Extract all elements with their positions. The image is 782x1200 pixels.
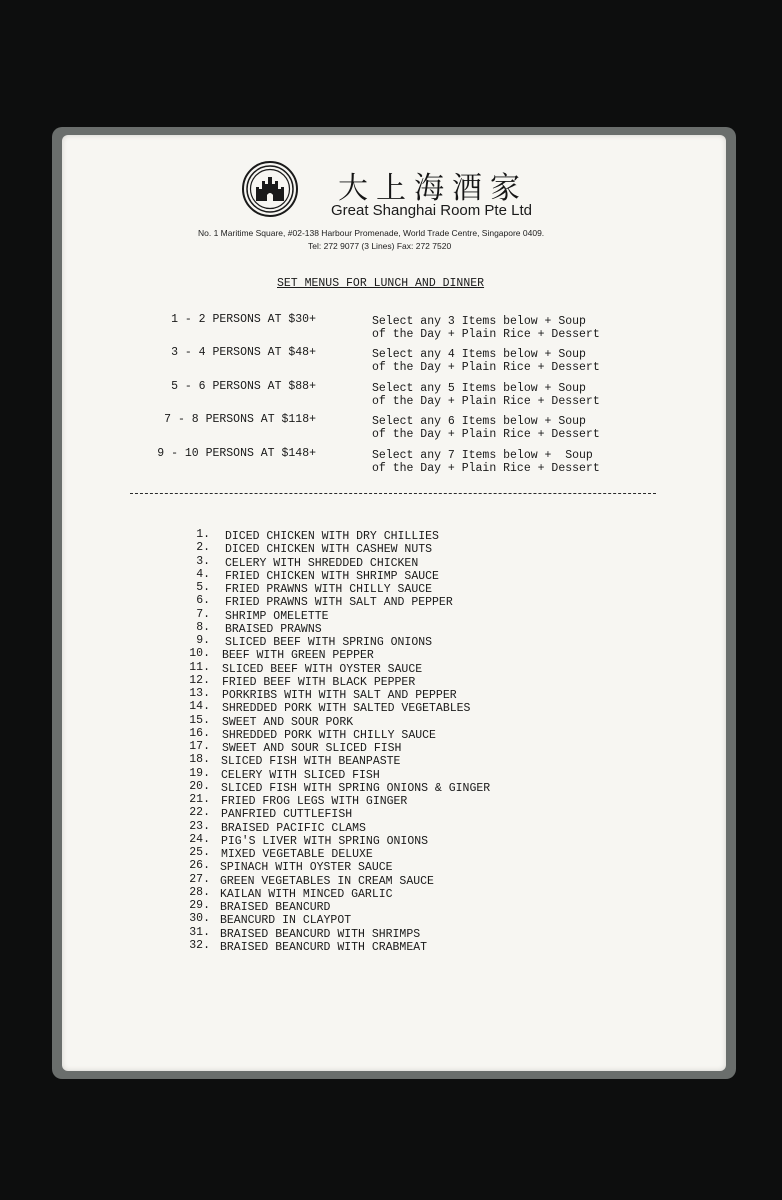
item-name: BRAISED BEANCURD WITH SHRIMPS xyxy=(220,927,421,941)
item-number: 2. xyxy=(196,541,210,555)
item-name: BEANCURD IN CLAYPOT xyxy=(220,914,352,928)
list-item xyxy=(0,568,782,581)
item-name: FRIED BEEF WITH BLACK PEPPER xyxy=(222,675,416,689)
list-item xyxy=(0,833,782,846)
list-item xyxy=(0,581,782,594)
set-menu-row xyxy=(0,380,782,414)
set-menu-description-line: Select any 5 Items below + Soup xyxy=(372,382,586,395)
item-name: SLICED BEEF WITH SPRING ONIONS xyxy=(225,636,433,649)
list-item xyxy=(0,899,782,912)
set-menu-description-line: of the Day + Plain Rice + Dessert xyxy=(372,462,600,475)
item-name: FRIED CHICKEN WITH SHRIMP SAUCE xyxy=(225,569,439,583)
set-menu-row xyxy=(0,447,782,481)
set-menu-description-line: of the Day + Plain Rice + Dessert xyxy=(372,328,600,341)
item-name: SWEET AND SOUR SLICED FISH xyxy=(222,742,402,755)
list-item xyxy=(0,740,782,753)
item-name: FRIED PRAWNS WITH CHILLY SAUCE xyxy=(225,583,433,596)
item-name: DICED CHICKEN WITH CASHEW NUTS xyxy=(225,543,433,557)
list-item xyxy=(0,714,782,727)
set-menu-description xyxy=(372,415,600,441)
item-number: 15. xyxy=(189,713,210,727)
item-name: PANFRIED CUTTLEFISH xyxy=(221,808,353,822)
set-menu-description-line: Select any 3 Items below + Soup xyxy=(372,315,586,328)
item-number: 23. xyxy=(189,819,210,833)
item-number: 17. xyxy=(189,740,210,753)
item-number: 32. xyxy=(189,938,210,952)
item-name: BRAISED BEANCURD xyxy=(220,901,331,914)
item-number: 30. xyxy=(189,912,210,926)
item-name: PORKRIBS WITH WITH SALT AND PEPPER xyxy=(222,689,457,702)
item-number: 16. xyxy=(189,726,210,740)
item-name: BRAISED PRAWNS xyxy=(225,622,322,636)
item-name: BEEF WITH GREEN PEPPER xyxy=(222,649,374,663)
item-number: 20. xyxy=(189,779,210,793)
set-menu-description-line: of the Day + Plain Rice + Dessert xyxy=(372,428,600,441)
set-menu-description-line: Select any 4 Items below + Soup xyxy=(372,348,586,361)
list-item xyxy=(0,753,782,769)
item-number: 27. xyxy=(189,872,210,886)
item-name: SHREDDED PORK WITH CHILLY SAUCE xyxy=(222,728,436,742)
item-number: 28. xyxy=(189,885,210,899)
item-number: 10. xyxy=(189,647,210,661)
item-name: PIG'S LIVER WITH SPRING ONIONS xyxy=(221,834,429,848)
set-menu-description-line: Select any 6 Items below + Soup xyxy=(372,415,586,428)
castle-logo-icon xyxy=(242,161,298,217)
list-item xyxy=(0,687,782,700)
item-name: SLICED BEEF WITH OYSTER SAUCE xyxy=(222,662,423,676)
list-item xyxy=(0,674,782,687)
item-number: 24. xyxy=(189,832,210,846)
set-menu-description xyxy=(372,348,600,374)
list-item xyxy=(0,647,782,663)
item-number: 8. xyxy=(196,620,210,634)
item-number: 4. xyxy=(196,567,210,581)
item-name: SLICED FISH WITH SPRING ONIONS & GINGER xyxy=(221,781,491,795)
item-number: 7. xyxy=(196,607,210,621)
set-menu-persons-price: 9 - 10 PERSONS AT $148+ xyxy=(157,447,316,460)
item-number: 12. xyxy=(189,673,210,687)
set-menu-persons-price: 5 - 6 PERSONS AT $88+ xyxy=(171,380,316,393)
item-number: 14. xyxy=(189,700,210,714)
set-menu-persons-price: 7 - 8 PERSONS AT $118+ xyxy=(164,413,316,426)
item-name: KAILAN WITH MINCED GARLIC xyxy=(220,887,393,901)
item-name: MIXED VEGETABLE DELUXE xyxy=(221,848,373,861)
item-number: 5. xyxy=(196,581,210,594)
list-item xyxy=(0,594,782,610)
list-item xyxy=(0,846,782,859)
list-item xyxy=(0,634,782,647)
list-item xyxy=(0,939,782,952)
item-number: 6. xyxy=(196,594,210,608)
item-name: CELERY WITH SLICED FISH xyxy=(221,768,380,782)
item-number: 25. xyxy=(189,846,210,859)
item-name: FRIED PRAWNS WITH SALT AND PEPPER xyxy=(225,596,453,610)
item-number: 9. xyxy=(196,634,210,647)
item-number: 26. xyxy=(189,859,210,873)
item-name: FRIED FROG LEGS WITH GINGER xyxy=(221,795,408,808)
list-item xyxy=(0,727,782,740)
item-name: SPINACH WITH OYSTER SAUCE xyxy=(220,861,393,875)
list-item xyxy=(0,621,782,634)
list-item xyxy=(0,767,782,780)
item-name: GREEN VEGETABLES IN CREAM SAUCE xyxy=(220,874,434,888)
item-name: SLICED FISH WITH BEANPASTE xyxy=(221,755,401,769)
list-item xyxy=(0,541,782,557)
list-item xyxy=(0,806,782,822)
item-number: 1. xyxy=(196,528,210,541)
list-item xyxy=(0,873,782,886)
list-item xyxy=(0,608,782,621)
item-name: BRAISED BEANCURD WITH CRABMEAT xyxy=(220,940,428,954)
item-number: 19. xyxy=(189,766,210,780)
set-menu-description-line: of the Day + Plain Rice + Dessert xyxy=(372,395,600,408)
list-item xyxy=(0,820,782,833)
set-menu-description xyxy=(372,315,600,341)
item-number: 11. xyxy=(189,660,210,674)
item-name: SHREDDED PORK WITH SALTED VEGETABLES xyxy=(222,702,471,716)
set-menu-row xyxy=(0,313,782,347)
company-name: Great Shanghai Room Pte Ltd xyxy=(331,202,532,219)
item-name: CELERY WITH SHREDDED CHICKEN xyxy=(225,556,419,570)
list-item xyxy=(0,886,782,899)
list-item xyxy=(0,780,782,793)
item-number: 31. xyxy=(189,925,210,939)
item-number: 22. xyxy=(189,806,210,820)
set-menu-row xyxy=(0,413,782,447)
item-name: SWEET AND SOUR PORK xyxy=(222,715,354,729)
list-item xyxy=(0,926,782,939)
set-menu-description-line: of the Day + Plain Rice + Dessert xyxy=(372,361,600,374)
item-name: BRAISED PACIFIC CLAMS xyxy=(221,821,366,835)
address-line: No. 1 Maritime Square, #02-138 Harbour Promenade, World Trade Centre, Singapore 0409. xyxy=(198,228,545,238)
list-item xyxy=(0,859,782,875)
list-item xyxy=(0,528,782,541)
item-number: 13. xyxy=(189,687,210,700)
item-number: 18. xyxy=(189,753,210,767)
item-number: 29. xyxy=(189,899,210,912)
dashed-divider xyxy=(130,493,656,494)
item-number: 21. xyxy=(189,793,210,806)
list-item xyxy=(0,793,782,806)
item-name: SHRIMP OMELETTE xyxy=(225,609,329,623)
item-name: DICED CHICKEN WITH DRY CHILLIES xyxy=(225,530,439,543)
list-item xyxy=(0,555,782,568)
list-item xyxy=(0,912,782,928)
list-item xyxy=(0,700,782,716)
list-item xyxy=(0,661,782,674)
set-menu-row xyxy=(0,346,782,380)
item-number: 3. xyxy=(196,554,210,568)
set-menu-persons-price: 1 - 2 PERSONS AT $30+ xyxy=(171,313,316,326)
set-menu-persons-price: 3 - 4 PERSONS AT $48+ xyxy=(171,346,316,359)
phone-fax-line: Tel: 272 9077 (3 Lines) Fax: 272 7520 xyxy=(308,241,452,251)
menu-heading: SET MENUS FOR LUNCH AND DINNER xyxy=(277,277,485,290)
set-menu-description xyxy=(372,382,600,408)
set-menu-description xyxy=(372,449,600,475)
set-menu-description-line: Select any 7 Items below + Soup xyxy=(372,449,593,462)
chinese-restaurant-name: 大上海酒家 xyxy=(338,171,528,206)
